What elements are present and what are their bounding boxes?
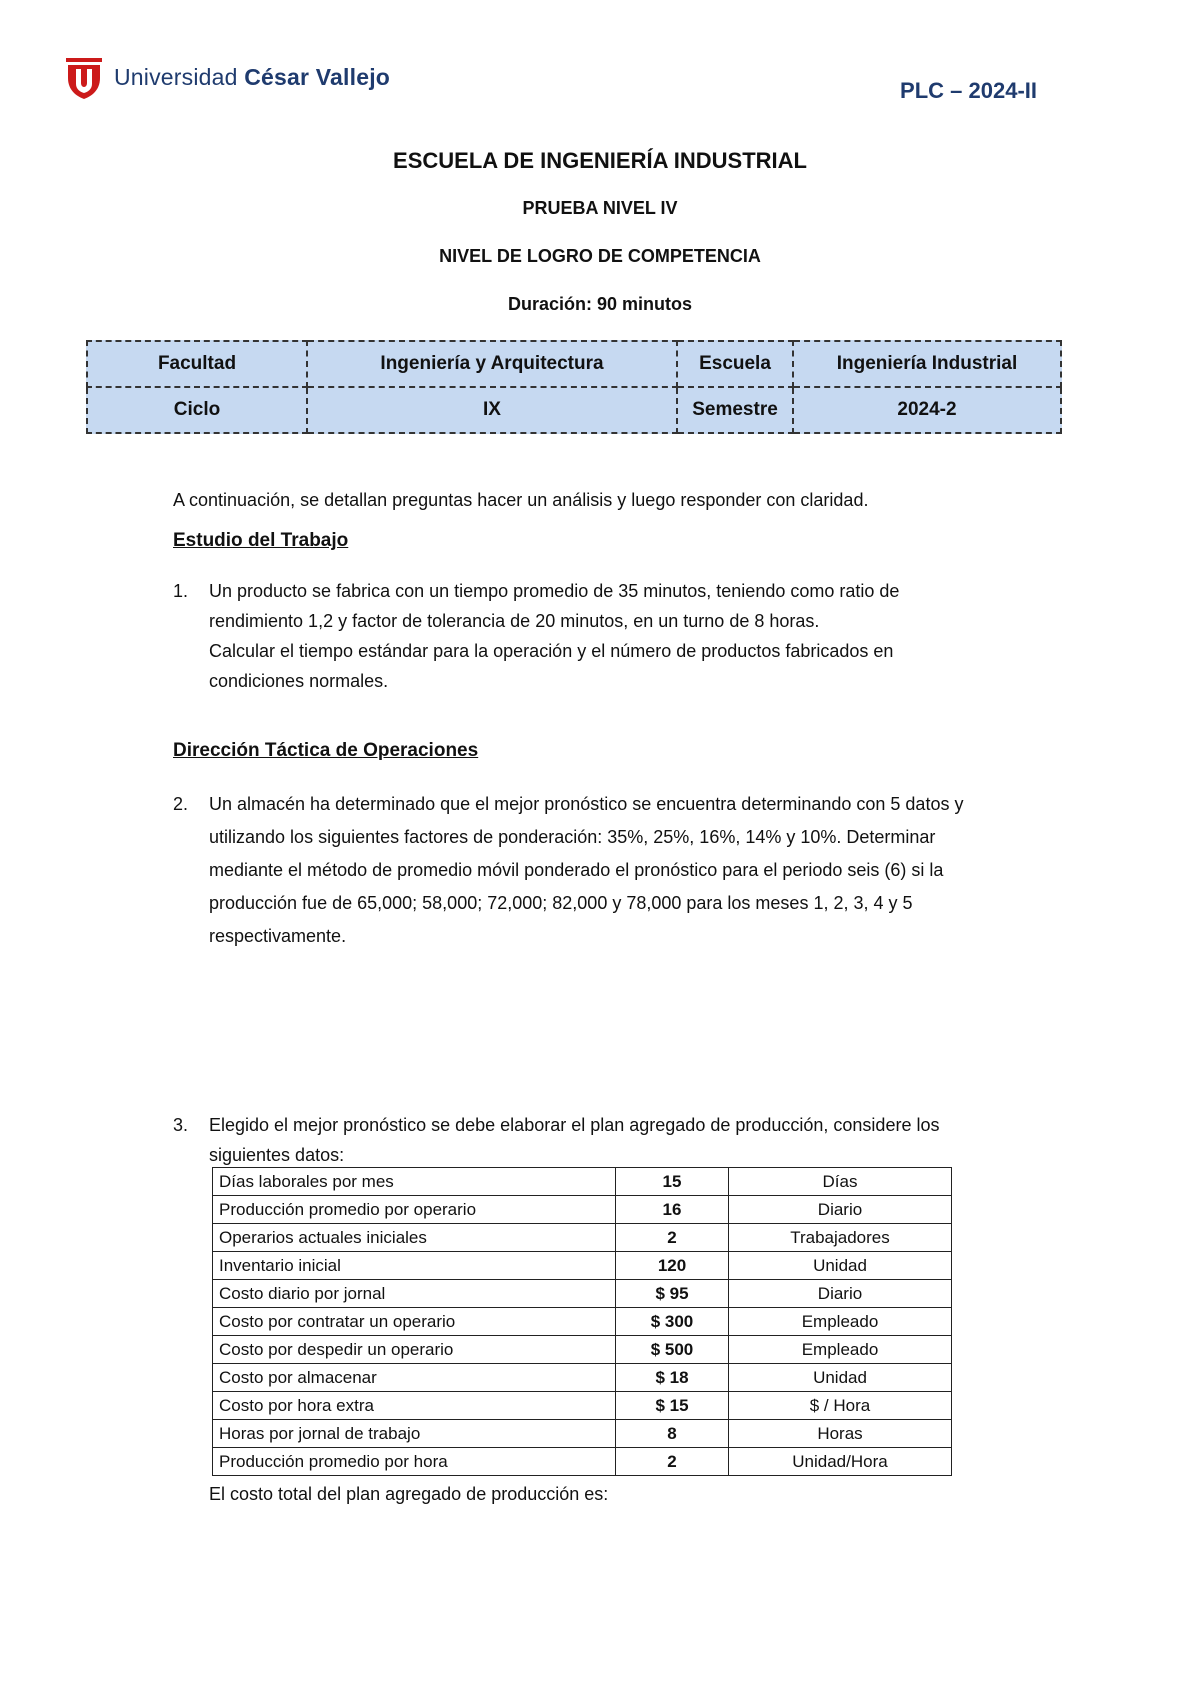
table-cell: Diario (729, 1280, 952, 1308)
production-data-table (212, 1167, 952, 1476)
course-info-table (86, 340, 1062, 434)
section-heading-work-study: Estudio del Trabajo (173, 530, 349, 551)
table-cell: 2 (616, 1224, 729, 1252)
table-cell: Unidad/Hora (729, 1448, 952, 1476)
text-line: utilizando los siguientes factores de ponderación: 35%, 25%, 16%, 14% y 10%. Determinar (209, 827, 936, 847)
competence-title: NIVEL DE LOGRO DE COMPETENCIA (439, 246, 761, 266)
text-line: Un almacén ha determinado que el mejor pronóstico se encuentra determinando con 5 datos y (209, 794, 964, 814)
text-line: condiciones normales. (209, 671, 389, 691)
section-heading-operations: Dirección Táctica de Operaciones (173, 740, 479, 761)
school-title: ESCUELA DE INGENIERÍA INDUSTRIAL (393, 148, 807, 173)
table-row (87, 341, 1061, 387)
table-cell: Días laborales por mes (213, 1168, 616, 1196)
table-row (213, 1392, 952, 1420)
table-row (213, 1224, 952, 1252)
table-cell: Empleado (729, 1308, 952, 1336)
table-cell: Trabajadores (729, 1224, 952, 1252)
table-row (213, 1364, 952, 1392)
table-cell: 8 (616, 1420, 729, 1448)
table-cell: 2024-2 (793, 387, 1061, 433)
intro-text: A continuación, se detallan preguntas hacer un análisis y luego responder con claridad. (173, 490, 869, 510)
text-line: Elegido el mejor pronóstico se debe elaborar el plan agregado de producción, considere los (209, 1115, 940, 1135)
table-row (213, 1448, 952, 1476)
table-row (213, 1196, 952, 1224)
text-line: rendimiento 1,2 y factor de tolerancia de 20 minutos, en un turno de 8 horas. (209, 611, 820, 631)
text-line: Un producto se fabrica con un tiempo promedio de 35 minutos, teniendo como ratio de (209, 581, 900, 601)
table-cell: Costo diario por jornal (213, 1280, 616, 1308)
table-row (213, 1308, 952, 1336)
question-number: 1. (173, 581, 189, 601)
test-title: PRUEBA NIVEL IV (522, 198, 678, 218)
table-cell: Semestre (677, 387, 793, 433)
table-cell: $ 18 (616, 1364, 729, 1392)
question-number: 2. (173, 794, 189, 814)
table-cell: $ 95 (616, 1280, 729, 1308)
duration-title: Duración: 90 minutos (507, 294, 693, 314)
table-cell: Escuela (677, 341, 793, 387)
table-cell: Costo por despedir un operario (213, 1336, 616, 1364)
table-cell: Horas (729, 1420, 952, 1448)
text-line: mediante el método de promedio móvil ponderado el pronóstico para el periodo seis (6) si la (209, 860, 944, 880)
table-cell: Ingeniería y Arquitectura (307, 341, 677, 387)
table-cell: Unidad (729, 1252, 952, 1280)
university-name: Universidad César Vallejo (114, 63, 391, 90)
table-cell: Facultad (87, 341, 307, 387)
table-row (213, 1420, 952, 1448)
table-row (213, 1280, 952, 1308)
university-shield-icon (64, 54, 104, 100)
question-text (209, 576, 1038, 696)
table-cell: $ 300 (616, 1308, 729, 1336)
table-cell: 2 (616, 1448, 729, 1476)
table-cell: Producción promedio por operario (213, 1196, 616, 1224)
table-cell: 15 (616, 1168, 729, 1196)
table-cell: Ingeniería Industrial (793, 341, 1061, 387)
table-cell: Diario (729, 1196, 952, 1224)
text-line: respectivamente. (209, 926, 347, 946)
table-row (87, 387, 1061, 433)
table-cell: Horas por jornal de trabajo (213, 1420, 616, 1448)
table-cell: Costo por contratar un operario (213, 1308, 616, 1336)
document-code: PLC – 2024-II (900, 78, 1037, 103)
table-cell: Producción promedio por hora (213, 1448, 616, 1476)
table-row (213, 1252, 952, 1280)
table-cell: Costo por hora extra (213, 1392, 616, 1420)
question-number: 3. (173, 1115, 189, 1135)
table-cell: Inventario inicial (213, 1252, 616, 1280)
university-logo (64, 54, 390, 100)
table-cell: $ 500 (616, 1336, 729, 1364)
table-cell: Costo por almacenar (213, 1364, 616, 1392)
table-cell: 120 (616, 1252, 729, 1280)
table-cell: Días (729, 1168, 952, 1196)
table-cell: Unidad (729, 1364, 952, 1392)
table-cell: $ 15 (616, 1392, 729, 1420)
closing-question: El costo total del plan agregado de producción es: (209, 1484, 609, 1504)
table-cell: $ / Hora (729, 1392, 952, 1420)
text-line: Calcular el tiempo estándar para la operación y el número de productos fabricados en (209, 641, 894, 661)
text-line: siguientes datos: (209, 1145, 345, 1165)
text-line: producción fue de 65,000; 58,000; 72,000; 82,000 y 78,000 para los meses 1, 2, 3, 4 y 5 (209, 893, 913, 913)
table-row (213, 1168, 952, 1196)
question-text (209, 788, 1038, 953)
table-cell: 16 (616, 1196, 729, 1224)
table-row (213, 1336, 952, 1364)
table-cell: Operarios actuales iniciales (213, 1224, 616, 1252)
table-cell: IX (307, 387, 677, 433)
question-text (209, 1110, 1038, 1170)
table-cell: Empleado (729, 1336, 952, 1364)
table-cell: Ciclo (87, 387, 307, 433)
